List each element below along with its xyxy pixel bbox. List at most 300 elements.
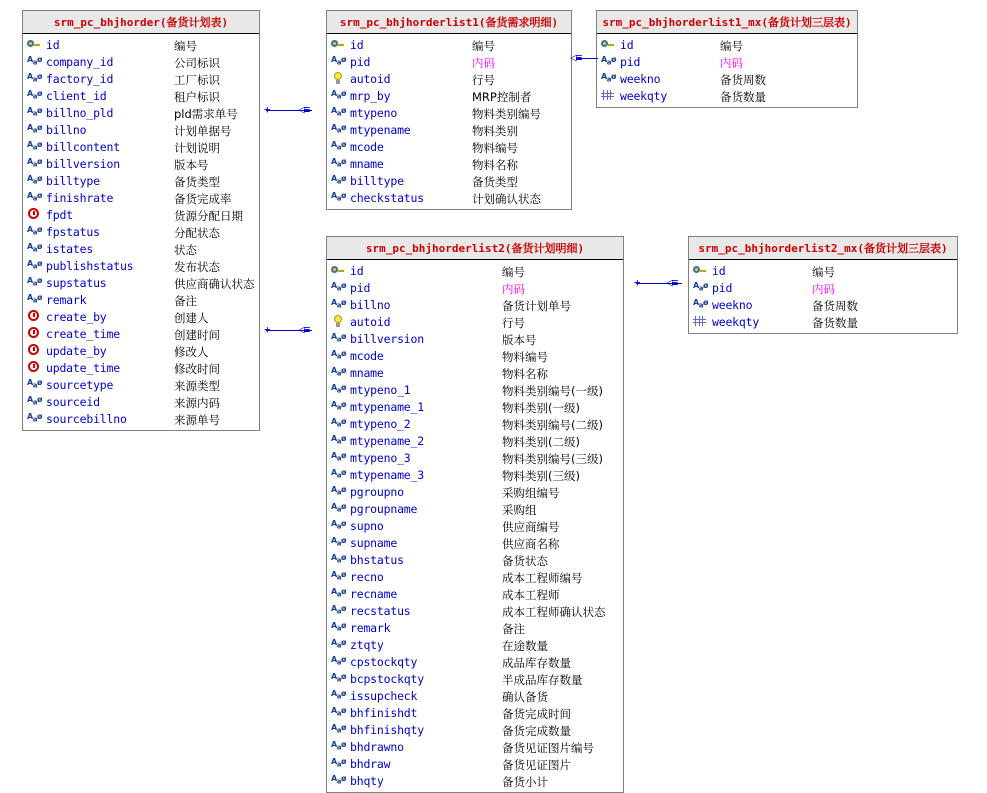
field-description: 创建时间 <box>174 327 220 342</box>
abc-icon: $A_aø$ <box>331 451 346 463</box>
field-description: 公司标识 <box>174 55 220 70</box>
entity-field[interactable] <box>327 262 623 279</box>
field-description: 成本工程师确认状态 <box>502 604 606 619</box>
field-name: cpstockqty <box>350 654 418 669</box>
entity-field[interactable] <box>327 466 623 483</box>
field-name: mrp_by <box>350 88 391 103</box>
field-name: create_by <box>46 309 107 324</box>
key-icon <box>693 264 709 278</box>
clock-icon <box>27 327 43 341</box>
entity-field[interactable] <box>23 53 259 70</box>
entity-field[interactable] <box>23 189 259 206</box>
field-name: id <box>350 263 364 278</box>
entity-field-list <box>23 34 259 430</box>
field-name: istates <box>46 241 94 256</box>
entity-field[interactable] <box>327 138 571 155</box>
field-name: mtypeno <box>350 105 398 120</box>
entity-field[interactable] <box>327 449 623 466</box>
abc-icon: $A_aø$ <box>331 89 346 101</box>
abc-icon: $A_aø$ <box>331 157 346 169</box>
entity-field[interactable] <box>23 87 259 104</box>
field-name: pgroupno <box>350 484 404 499</box>
field-name: pid <box>712 280 733 295</box>
field-name: autoid <box>350 314 391 329</box>
entity-field[interactable] <box>327 70 571 87</box>
abc-icon: $A_aø$ <box>331 191 346 203</box>
entity-field[interactable] <box>23 36 259 53</box>
field-name: weekqty <box>620 88 668 103</box>
field-description: 备货见证图片编号 <box>502 740 594 755</box>
field-name: billversion <box>46 156 120 171</box>
field-name: recno <box>350 569 384 584</box>
entity-field[interactable] <box>327 36 571 53</box>
abc-icon: $A_aø$ <box>27 276 42 288</box>
entity-field[interactable] <box>597 36 857 53</box>
field-name: sourceid <box>46 394 100 409</box>
field-description: 分配状态 <box>174 225 220 240</box>
key-icon <box>331 264 347 278</box>
num-icon <box>693 315 709 329</box>
entity-field[interactable] <box>23 172 259 189</box>
field-description: 备货数量 <box>720 89 766 104</box>
entity-field[interactable] <box>327 738 623 755</box>
key-icon <box>331 38 347 52</box>
entity-field[interactable] <box>597 87 857 104</box>
field-description: 采购组编号 <box>502 485 560 500</box>
entity-field[interactable] <box>327 172 571 189</box>
entity-field[interactable] <box>23 393 259 410</box>
abc-icon: $A_aø$ <box>331 434 346 446</box>
field-name: fpstatus <box>46 224 100 239</box>
one-marker: + <box>634 276 640 289</box>
entity-field[interactable] <box>327 636 623 653</box>
entity-field[interactable] <box>327 551 623 568</box>
field-name: mname <box>350 365 384 380</box>
field-description: 物料类别编号(三级) <box>502 451 603 466</box>
one-marker: + <box>264 323 270 336</box>
field-name: bhdraw <box>350 756 391 771</box>
field-description: 备注 <box>174 293 197 308</box>
entity-srm_pc_bhjhorderlist2[interactable] <box>326 236 624 793</box>
entity-field[interactable] <box>689 313 957 330</box>
abc-icon: $A_aø$ <box>27 140 42 152</box>
entity-field[interactable] <box>327 585 623 602</box>
abc-icon: $A_aø$ <box>27 72 42 84</box>
field-description: 行号 <box>472 72 495 87</box>
field-description: 物料名称 <box>502 366 548 381</box>
field-name: billno_pld <box>46 105 114 120</box>
field-name: ztqty <box>350 637 384 652</box>
abc-icon: $A_aø$ <box>331 468 346 480</box>
entity-title: srm_pc_bhjhorderlist1(备货需求明细) <box>327 11 571 34</box>
field-name: update_time <box>46 360 120 375</box>
abc-icon: $A_aø$ <box>331 502 346 514</box>
one-marker: + <box>264 103 270 116</box>
field-name: recname <box>350 586 398 601</box>
abc-icon: $A_aø$ <box>27 123 42 135</box>
entity-field[interactable] <box>23 70 259 87</box>
clock-icon <box>27 310 43 324</box>
entity-field[interactable] <box>327 568 623 585</box>
field-name: update_by <box>46 343 107 358</box>
entity-field[interactable] <box>23 291 259 308</box>
abc-icon: $A_aø$ <box>331 553 346 565</box>
abc-icon: $A_aø$ <box>331 723 346 735</box>
entity-field[interactable] <box>23 359 259 376</box>
field-name: billno <box>350 297 391 312</box>
many-marker: ◁≡ <box>570 51 582 64</box>
field-description: 供应商名称 <box>502 536 560 551</box>
abc-icon: $A_aø$ <box>601 72 616 84</box>
abc-icon: $A_aø$ <box>331 689 346 701</box>
field-name: mtypeno_1 <box>350 382 411 397</box>
abc-icon: $A_aø$ <box>27 259 42 271</box>
entity-field[interactable] <box>327 517 623 534</box>
entity-field[interactable] <box>23 342 259 359</box>
abc-icon: $A_aø$ <box>331 140 346 152</box>
field-name: mtypename_2 <box>350 433 424 448</box>
field-description: 物料类别 <box>472 123 518 138</box>
abc-icon: $A_aø$ <box>27 89 42 101</box>
field-name: id <box>46 37 60 52</box>
field-description: 版本号 <box>502 332 537 347</box>
abc-icon: $A_aø$ <box>331 366 346 378</box>
field-name: mtypeno_3 <box>350 450 411 465</box>
entity-field[interactable] <box>327 432 623 449</box>
field-name: id <box>620 37 634 52</box>
field-description: 物料编号 <box>502 349 548 364</box>
abc-icon: $A_aø$ <box>27 191 42 203</box>
entity-field[interactable] <box>23 410 259 427</box>
abc-icon: $A_aø$ <box>331 332 346 344</box>
entity-field[interactable] <box>327 313 623 330</box>
field-name: mcode <box>350 139 384 154</box>
field-name: client_id <box>46 88 107 103</box>
abc-icon: $A_aø$ <box>331 349 346 361</box>
field-name: bhqty <box>350 773 384 788</box>
abc-icon: $A_aø$ <box>331 621 346 633</box>
field-name: pid <box>620 54 641 69</box>
entity-field[interactable] <box>597 53 857 70</box>
entity-field[interactable] <box>327 704 623 721</box>
abc-icon: $A_aø$ <box>331 519 346 531</box>
field-description: 物料名称 <box>472 157 518 172</box>
entity-field[interactable] <box>327 398 623 415</box>
field-description: 半成品库存数量 <box>502 672 583 687</box>
entity-field[interactable] <box>597 70 857 87</box>
field-description: 创建人 <box>174 310 209 325</box>
entity-field[interactable] <box>327 330 623 347</box>
abc-icon: $A_aø$ <box>331 400 346 412</box>
entity-field[interactable] <box>327 121 571 138</box>
field-description: 备货完成时间 <box>502 706 571 721</box>
entity-field[interactable] <box>23 206 259 223</box>
field-name: billtype <box>350 173 404 188</box>
field-description: 备货完成率 <box>174 191 232 206</box>
field-description: 工厂标识 <box>174 72 220 87</box>
field-description: 成品库存数量 <box>502 655 571 670</box>
entity-field[interactable] <box>23 274 259 291</box>
key-icon <box>27 38 43 52</box>
abc-icon: $A_aø$ <box>331 655 346 667</box>
field-name: weekno <box>712 297 753 312</box>
field-description: 编号 <box>174 38 197 53</box>
entity-field-list <box>327 260 623 792</box>
field-name: sourcetype <box>46 377 114 392</box>
field-description: 物料类别编号(二级) <box>502 417 603 432</box>
abc-icon: $A_aø$ <box>331 638 346 650</box>
field-description: 修改时间 <box>174 361 220 376</box>
entity-field[interactable] <box>327 687 623 704</box>
field-name: id <box>712 263 726 278</box>
field-name: billversion <box>350 331 424 346</box>
entity-field[interactable] <box>327 483 623 500</box>
field-description: 状态 <box>174 242 197 257</box>
field-description: 物料类别(二级) <box>502 434 580 449</box>
entity-field[interactable] <box>327 364 623 381</box>
field-description: 计划确认状态 <box>472 191 541 206</box>
abc-icon: $A_aø$ <box>331 587 346 599</box>
field-description: 编号 <box>502 264 525 279</box>
field-name: checkstatus <box>350 190 424 205</box>
entity-field[interactable] <box>327 670 623 687</box>
entity-field[interactable] <box>327 534 623 551</box>
field-name: autoid <box>350 71 391 86</box>
abc-icon: $A_aø$ <box>27 378 42 390</box>
abc-icon: $A_aø$ <box>27 225 42 237</box>
field-description: 内码 <box>472 55 495 70</box>
field-name: issupcheck <box>350 688 418 703</box>
abc-icon: $A_aø$ <box>331 123 346 135</box>
entity-field[interactable] <box>327 189 571 206</box>
abc-icon: $A_aø$ <box>331 485 346 497</box>
entity-field[interactable] <box>327 347 623 364</box>
field-description: 备注 <box>502 621 525 636</box>
entity-srm_pc_bhjhorderlist1_mx[interactable] <box>596 10 858 108</box>
field-name: id <box>350 37 364 52</box>
entity-field[interactable] <box>23 155 259 172</box>
field-name: weekno <box>620 71 661 86</box>
field-description: 供应商确认状态 <box>174 276 255 291</box>
entity-field[interactable] <box>23 223 259 240</box>
field-description: 确认备货 <box>502 689 548 704</box>
field-description: 货源分配日期 <box>174 208 243 223</box>
entity-field[interactable] <box>23 257 259 274</box>
field-name: billno <box>46 122 87 137</box>
abc-icon: $A_aø$ <box>331 417 346 429</box>
field-description: 物料类别编号(一级) <box>502 383 603 398</box>
field-description: 备货小计 <box>502 774 548 789</box>
abc-icon: $A_aø$ <box>331 536 346 548</box>
abc-icon: $A_aø$ <box>331 740 346 752</box>
abc-icon: $A_aø$ <box>331 298 346 310</box>
key-icon <box>601 38 617 52</box>
field-description: 供应商编号 <box>502 519 560 534</box>
field-name: mtypename <box>350 122 411 137</box>
entity-field[interactable] <box>327 619 623 636</box>
field-name: sourcebillno <box>46 411 127 426</box>
entity-title: srm_pc_bhjhorder(备货计划表) <box>23 11 259 34</box>
field-description: 物料类别(三级) <box>502 468 580 483</box>
field-description: 成本工程师 <box>502 587 560 602</box>
field-name: weekqty <box>712 314 760 329</box>
entity-field[interactable] <box>23 325 259 342</box>
abc-icon: $A_aø$ <box>331 672 346 684</box>
entity-field[interactable] <box>327 653 623 670</box>
entity-srm_pc_bhjhorderlist2_mx[interactable] <box>688 236 958 334</box>
field-name: create_time <box>46 326 120 341</box>
field-description: 备货计划单号 <box>502 298 571 313</box>
entity-title: srm_pc_bhjhorderlist1_mx(备货计划三层表) <box>597 11 857 34</box>
field-description: pld需求单号 <box>174 106 238 121</box>
entity-field[interactable] <box>689 296 957 313</box>
field-description: 编号 <box>720 38 743 53</box>
field-name: bhstatus <box>350 552 404 567</box>
clock-icon <box>27 361 43 375</box>
entity-field[interactable] <box>23 121 259 138</box>
entity-field-list <box>689 260 957 333</box>
field-name: pgroupname <box>350 501 418 516</box>
field-description: 编号 <box>812 264 835 279</box>
field-name: recstatus <box>350 603 411 618</box>
field-description: 计划单据号 <box>174 123 232 138</box>
field-name: billcontent <box>46 139 120 154</box>
entity-field[interactable] <box>327 104 571 121</box>
entity-field[interactable] <box>23 376 259 393</box>
clock-icon <box>27 344 43 358</box>
entity-title: srm_pc_bhjhorderlist2(备货计划明细) <box>327 237 623 260</box>
many-marker: ◁≡ <box>298 323 310 336</box>
entity-field[interactable] <box>689 262 957 279</box>
entity-field[interactable] <box>23 104 259 121</box>
abc-icon: $A_aø$ <box>331 281 346 293</box>
entity-field[interactable] <box>327 296 623 313</box>
many-marker: ◁≡ <box>666 276 678 289</box>
field-description: 修改人 <box>174 344 209 359</box>
entity-field[interactable] <box>327 500 623 517</box>
field-description: 内码 <box>812 281 835 296</box>
entity-field[interactable] <box>327 279 623 296</box>
many-marker: ◁≡ <box>298 103 310 116</box>
abc-icon: $A_aø$ <box>27 395 42 407</box>
abc-icon: $A_aø$ <box>331 106 346 118</box>
abc-icon: $A_aø$ <box>331 774 346 786</box>
field-name: fpdt <box>46 207 73 222</box>
field-description: 备货周数 <box>720 72 766 87</box>
abc-icon: $A_aø$ <box>27 412 42 424</box>
entity-field[interactable] <box>327 721 623 738</box>
entity-field[interactable] <box>327 53 571 70</box>
clock-icon <box>27 208 43 222</box>
field-description: 物料类别(一级) <box>502 400 580 415</box>
abc-icon: $A_aø$ <box>331 706 346 718</box>
field-description: 采购组 <box>502 502 537 517</box>
field-name: mcode <box>350 348 384 363</box>
entity-field-list <box>327 34 571 209</box>
abc-icon: $A_aø$ <box>331 174 346 186</box>
field-name: mtypename_1 <box>350 399 424 414</box>
bulb-icon <box>331 315 347 329</box>
entity-field[interactable] <box>327 772 623 789</box>
abc-icon: $A_aø$ <box>331 383 346 395</box>
field-name: supname <box>350 535 398 550</box>
field-description: 备货类型 <box>174 174 220 189</box>
field-description: MRP控制者 <box>472 89 532 104</box>
field-name: mname <box>350 156 384 171</box>
abc-icon: $A_aø$ <box>27 157 42 169</box>
field-description: 来源类型 <box>174 378 220 393</box>
field-description: 备货见证图片 <box>502 757 571 772</box>
field-description: 计划说明 <box>174 140 220 155</box>
field-name: bhfinishqty <box>350 722 424 737</box>
field-description: 来源内码 <box>174 395 220 410</box>
field-description: 编号 <box>472 38 495 53</box>
field-description: 备货周数 <box>812 298 858 313</box>
abc-icon: $A_aø$ <box>27 55 42 67</box>
entity-field[interactable] <box>23 138 259 155</box>
field-description: 版本号 <box>174 157 209 172</box>
entity-srm_pc_bhjhorderlist1[interactable] <box>326 10 572 210</box>
field-name: supno <box>350 518 384 533</box>
field-name: bhdrawno <box>350 739 404 754</box>
entity-field[interactable] <box>327 87 571 104</box>
field-name: mtypeno_2 <box>350 416 411 431</box>
field-description: 行号 <box>502 315 525 330</box>
field-name: remark <box>46 292 87 307</box>
abc-icon: $A_aø$ <box>693 281 708 293</box>
abc-icon: $A_aø$ <box>331 604 346 616</box>
field-description: 租户标识 <box>174 89 220 104</box>
num-icon <box>601 89 617 103</box>
entity-field[interactable] <box>327 602 623 619</box>
entity-field[interactable] <box>689 279 957 296</box>
entity-field[interactable] <box>23 308 259 325</box>
entity-field[interactable] <box>327 755 623 772</box>
field-name: factory_id <box>46 71 114 86</box>
abc-icon: $A_aø$ <box>27 106 42 118</box>
abc-icon: $A_aø$ <box>27 242 42 254</box>
field-name: company_id <box>46 54 114 69</box>
abc-icon: $A_aø$ <box>331 757 346 769</box>
field-name: remark <box>350 620 391 635</box>
field-description: 物料类别编号 <box>472 106 541 121</box>
bulb-icon <box>331 72 347 86</box>
field-description: 来源单号 <box>174 412 220 427</box>
field-description: 物料编号 <box>472 140 518 155</box>
field-description: 成本工程师编号 <box>502 570 583 585</box>
field-name: billtype <box>46 173 100 188</box>
field-description: 备货完成数量 <box>502 723 571 738</box>
abc-icon: $A_aø$ <box>601 55 616 67</box>
field-name: bcpstockqty <box>350 671 424 686</box>
field-name: mtypename_3 <box>350 467 424 482</box>
abc-icon: $A_aø$ <box>27 293 42 305</box>
field-description: 备货状态 <box>502 553 548 568</box>
entity-field-list <box>597 34 857 107</box>
entity-field[interactable] <box>327 415 623 432</box>
entity-field[interactable] <box>23 240 259 257</box>
abc-icon: $A_aø$ <box>331 55 346 67</box>
entity-field[interactable] <box>327 381 623 398</box>
abc-icon: $A_aø$ <box>331 570 346 582</box>
field-name: pid <box>350 280 371 295</box>
field-name: finishrate <box>46 190 114 205</box>
entity-field[interactable] <box>327 155 571 172</box>
entity-srm_pc_bhjhorder[interactable] <box>22 10 260 431</box>
field-name: publishstatus <box>46 258 134 273</box>
field-name: bhfinishdt <box>350 705 418 720</box>
abc-icon: $A_aø$ <box>27 174 42 186</box>
